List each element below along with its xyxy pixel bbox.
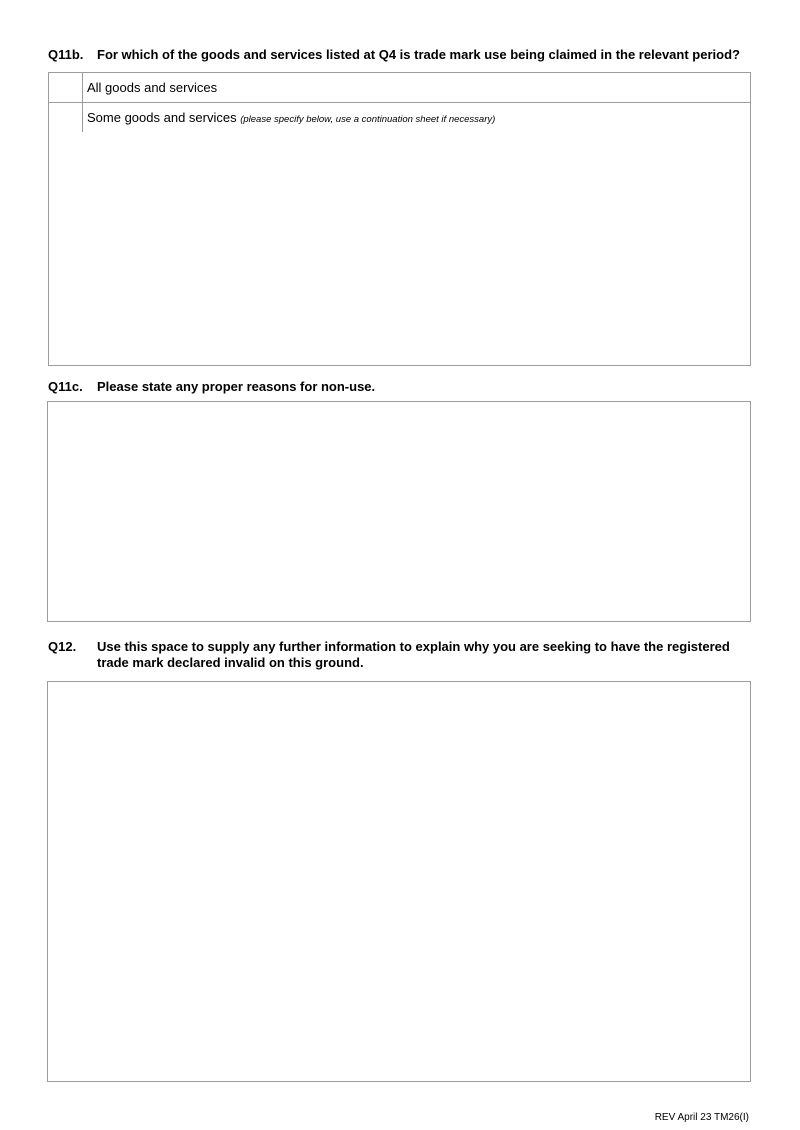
option-all-text: All goods and services xyxy=(87,80,218,95)
q11c-question: Please state any proper reasons for non-use. xyxy=(97,379,376,394)
q11c-number: Q11c. xyxy=(48,379,83,394)
q11b-number: Q11b. xyxy=(48,47,84,62)
revision-footer: REV April 23 TM26(I) xyxy=(654,1112,749,1123)
option-row-all xyxy=(49,73,750,103)
q12-number: Q12. xyxy=(48,639,77,654)
q11b-question: For which of the goods and services listed at Q4 is trade mark use being claimed in the relevant period? xyxy=(97,47,740,62)
q12-question-line1: Use this space to supply any further information to explain why you are seeking to have the registered xyxy=(97,639,730,654)
q11b-answer-box[interactable] xyxy=(48,132,751,366)
option-label-all xyxy=(83,73,217,102)
all-goods-checkbox[interactable] xyxy=(49,73,83,102)
option-some-text: Some goods and services xyxy=(87,110,237,125)
option-label-some xyxy=(83,103,495,132)
q11b-options-table xyxy=(48,72,751,133)
option-some-note: (please specify below, use a continuation sheet if necessary) xyxy=(240,114,496,125)
option-row-some xyxy=(49,103,750,133)
q12-question-line2: trade mark declared invalid on this ground. xyxy=(97,655,364,670)
q11c-answer-box[interactable] xyxy=(47,401,751,622)
q12-answer-box[interactable] xyxy=(47,681,751,1082)
some-goods-checkbox[interactable] xyxy=(49,103,83,132)
